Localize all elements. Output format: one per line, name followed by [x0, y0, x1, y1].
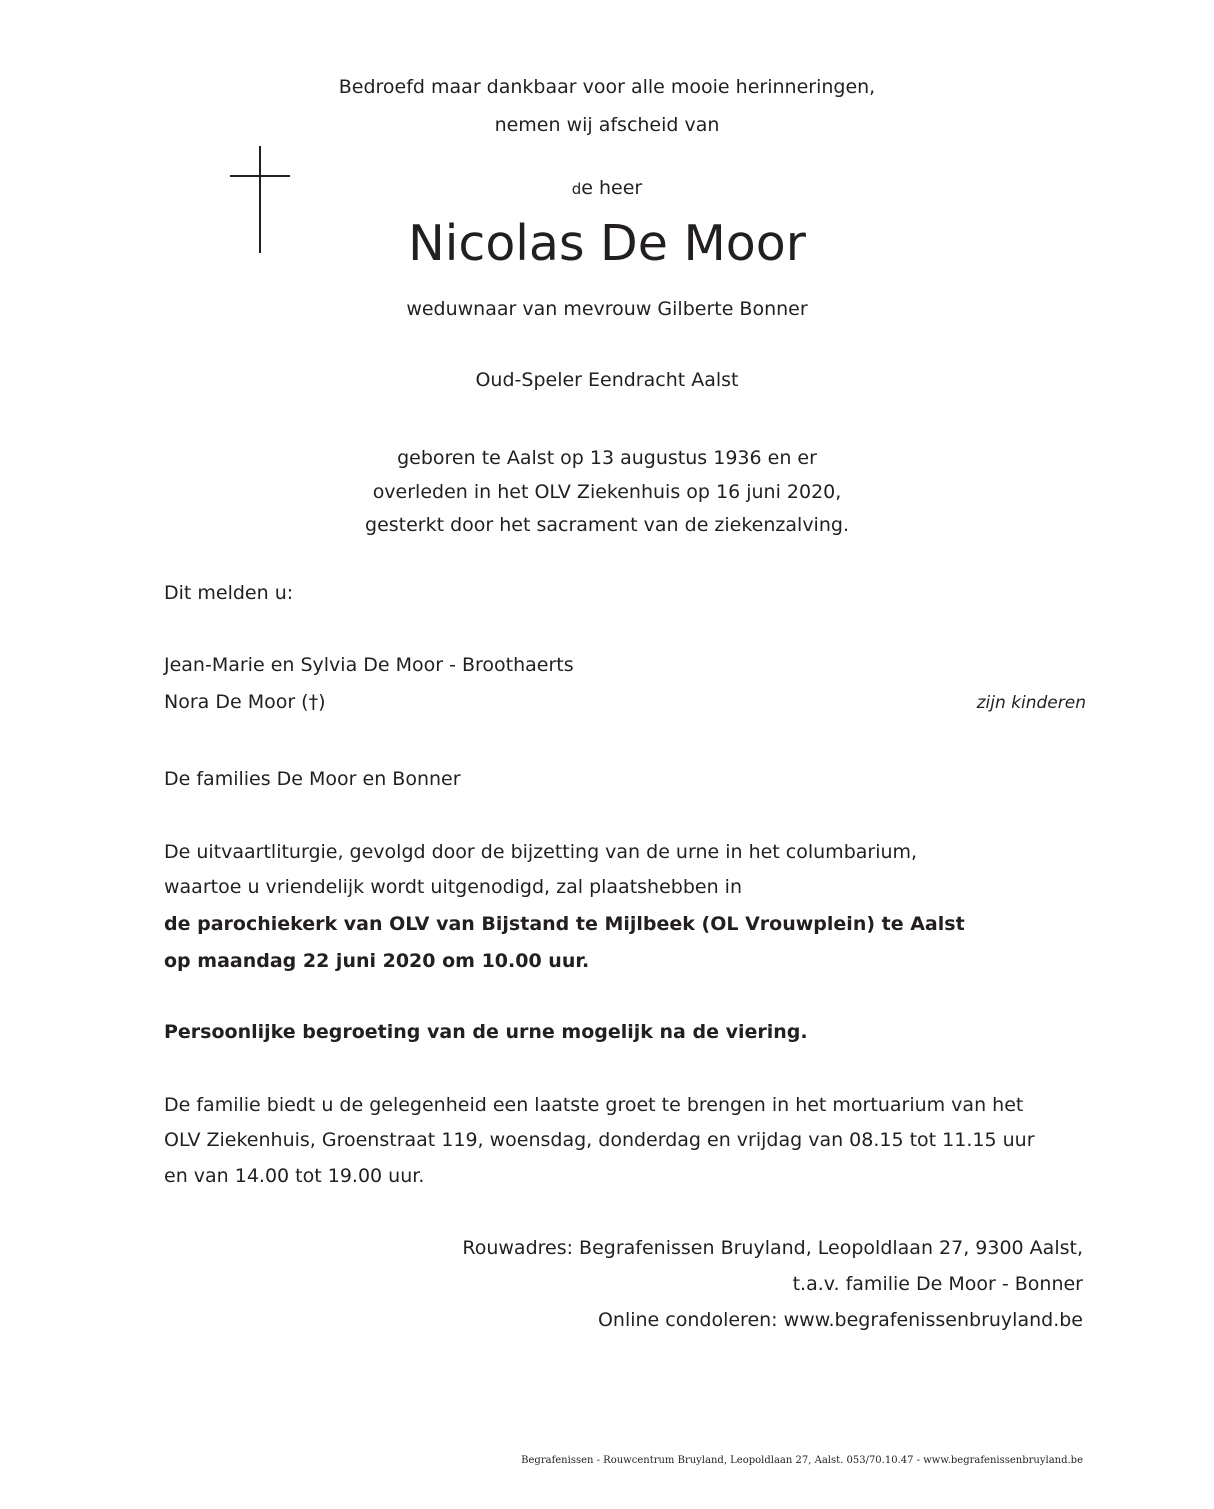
honorary-title: Oud-Speler Eendracht Aalst: [475, 369, 739, 391]
intro-line-2: nemen wij afscheid van: [494, 114, 720, 136]
child-2: Nora De Moor (†): [164, 691, 326, 713]
mortuary-line-3: en van 14.00 tot 19.00 uur.: [164, 1165, 425, 1187]
salutation-initial: d: [571, 180, 582, 198]
attention-line: t.a.v. familie De Moor - Bonner: [792, 1273, 1083, 1295]
mortuary-line-2: OLV Ziekenhuis, Groenstraat 119, woensdag, donderdag en vrijdag van 08.15 tot 11.15 uur: [164, 1129, 1035, 1151]
mortuary-line-1: De familie biedt u de gelegenheid een laatste groet te brengen in het mortuarium van het: [164, 1094, 1024, 1116]
widower-of: weduwnaar van mevrouw Gilberte Bonner: [406, 298, 808, 320]
intro-line-1: Bedroefd maar dankbaar voor alle mooie herinneringen,: [338, 76, 876, 98]
deceased-name: Nicolas De Moor: [408, 215, 806, 272]
child-1: Jean-Marie en Sylvia De Moor - Broothaerts: [164, 654, 574, 676]
online-condolences: Online condoleren: www.begrafenissenbruyland.be: [597, 1309, 1083, 1331]
families: De families De Moor en Bonner: [164, 768, 461, 790]
relation-children: zijn kinderen: [976, 693, 1086, 713]
announcers-intro: Dit melden u:: [164, 582, 294, 604]
ceremony-line-2: waartoe u vriendelijk wordt uitgenodigd, zal plaatshebben in: [164, 876, 742, 898]
footer-text: Begrafenissen - Rouwcentrum Bruyland, Leopoldlaan 27, Aalst. 053/70.10.47 - www.begrafenissenbruyland.be: [521, 1455, 1083, 1466]
ceremony-location: de parochiekerk van OLV van Bijstand te Mijlbeek (OL Vrouwplein) te Aalst: [164, 913, 965, 935]
life-line-1: geboren te Aalst op 13 augustus 1936 en er: [397, 447, 817, 469]
ceremony-line-1: De uitvaartliturgie, gevolgd door de bijzetting van de urne in het columbarium,: [164, 841, 918, 863]
life-line-3: gesterkt door het sacrament van de ziekenzalving.: [365, 514, 849, 536]
greeting-note: Persoonlijke begroeting van de urne mogelijk na de viering.: [164, 1021, 808, 1043]
ceremony-datetime: op maandag 22 juni 2020 om 10.00 uur.: [164, 950, 590, 972]
mourning-address: Rouwadres: Begrafenissen Bruyland, Leopoldlaan 27, 9300 Aalst,: [462, 1237, 1083, 1259]
salutation-rest: e heer: [581, 177, 643, 199]
salutation: [0, 177, 1214, 199]
life-line-2: overleden in het OLV Ziekenhuis op 16 juni 2020,: [372, 481, 842, 503]
